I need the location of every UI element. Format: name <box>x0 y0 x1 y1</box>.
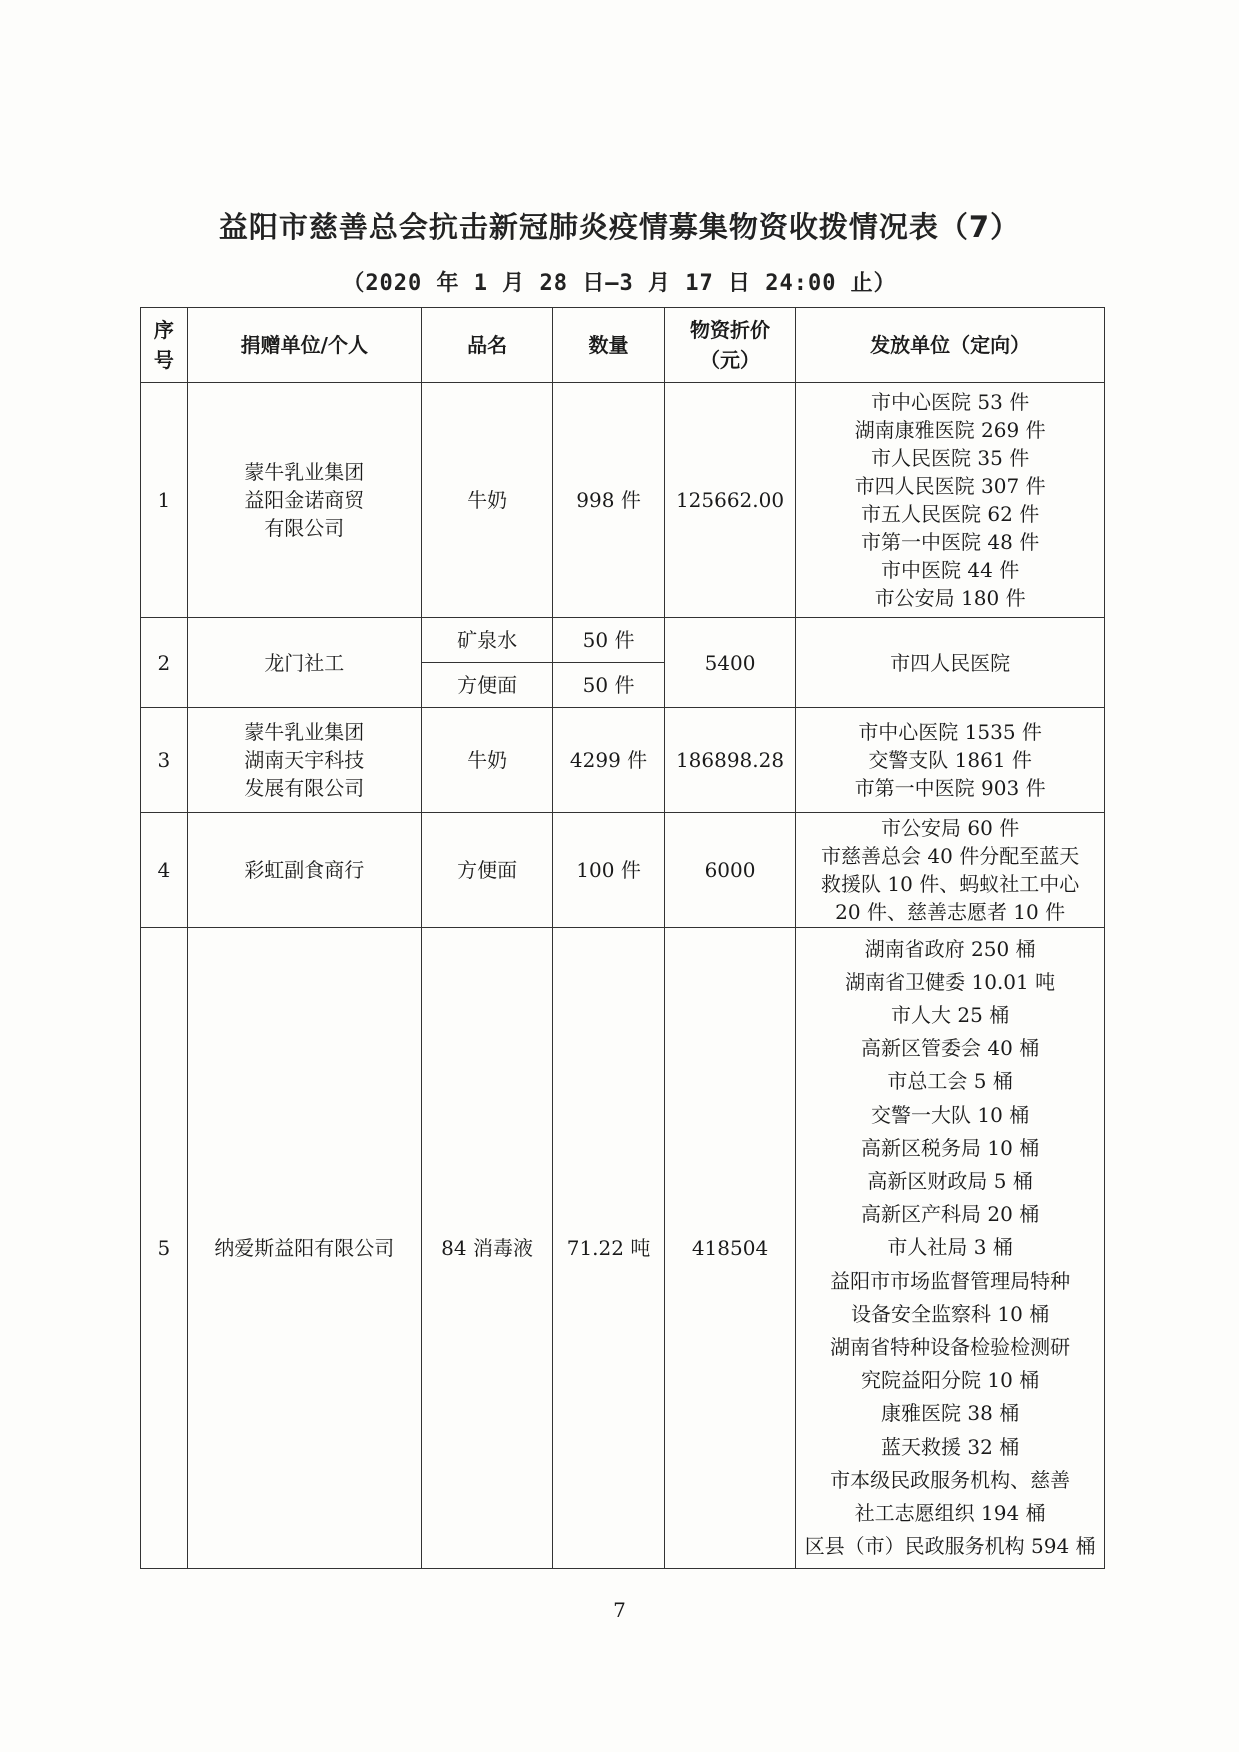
donation-table <box>140 307 1105 1569</box>
header-donor: 捐赠单位/个人 <box>187 308 421 383</box>
cell-item: 牛奶 <box>421 383 553 618</box>
header-seq: 序 号 <box>141 308 188 383</box>
cell-value: 418504 <box>664 928 796 1569</box>
cell-donor: 蒙牛乳业集团 湖南天宇科技 发展有限公司 <box>187 708 421 813</box>
cell-seq: 4 <box>141 813 188 928</box>
cell-dist: 市四人民医院 <box>796 618 1105 708</box>
cell-dist: 湖南省政府 250 桶 湖南省卫健委 10.01 吨 市人大 25 桶 高新区管委会 40 桶 市总工会 5 桶 交警一大队 10 桶 高新区税务局 10 桶 高新区财政局 5 桶 高新区产科局 20 桶 市人社局 3 桶 益阳市市场监督管理局特种 设备安全监察科 10 桶 湖南省特种设备检验检测研 究院益阳分院 10 桶 康雅医院 38 桶 蓝天救援 32 桶 市本级民政服务机构、慈善 社工志愿组织 194 桶 区县（市）民政服务机构 594 桶 <box>796 928 1105 1569</box>
table-row <box>141 928 1105 1569</box>
cell-item: 84 消毒液 <box>421 928 553 1569</box>
table-row <box>141 708 1105 813</box>
cell-donor: 纳爱斯益阳有限公司 <box>187 928 421 1569</box>
cell-seq: 1 <box>141 383 188 618</box>
cell-item: 方便面 <box>421 813 553 928</box>
table-row <box>141 813 1105 928</box>
cell-item: 牛奶 <box>421 708 553 813</box>
cell-qty: 50 件 <box>553 618 664 663</box>
cell-dist: 市中心医院 1535 件 交警支队 1861 件 市第一中医院 903 件 <box>796 708 1105 813</box>
header-dist: 发放单位（定向） <box>796 308 1105 383</box>
table-header-row <box>141 308 1105 383</box>
cell-qty: 4299 件 <box>553 708 664 813</box>
cell-dist: 市公安局 60 件 市慈善总会 40 件分配至蓝天 救援队 10 件、蚂蚁社工中心 20 件、慈善志愿者 10 件 <box>796 813 1105 928</box>
cell-item: 矿泉水 <box>421 618 553 663</box>
cell-dist: 市中心医院 53 件 湖南康雅医院 269 件 市人民医院 35 件 市四人民医院 307 件 市五人民医院 62 件 市第一中医院 48 件 市中医院 44 件 市公安局 180 件 <box>796 383 1105 618</box>
page-title: 益阳市慈善总会抗击新冠肺炎疫情募集物资收拨情况表（7） <box>218 210 1021 244</box>
cell-seq: 5 <box>141 928 188 1569</box>
cell-seq: 3 <box>141 708 188 813</box>
cell-value: 186898.28 <box>664 708 796 813</box>
table-row <box>141 618 1105 663</box>
cell-qty: 100 件 <box>553 813 664 928</box>
cell-item: 方便面 <box>421 663 553 708</box>
cell-value: 5400 <box>664 618 796 708</box>
cell-donor: 蒙牛乳业集团 益阳金诺商贸 有限公司 <box>187 383 421 618</box>
cell-value: 6000 <box>664 813 796 928</box>
cell-donor: 龙门社工 <box>187 618 421 708</box>
header-item: 品名 <box>421 308 553 383</box>
cell-qty: 998 件 <box>553 383 664 618</box>
header-value: 物资折价 （元） <box>664 308 796 383</box>
page-number: 7 <box>613 1598 626 1622</box>
cell-donor: 彩虹副食商行 <box>187 813 421 928</box>
table-row <box>141 383 1105 618</box>
cell-seq: 2 <box>141 618 188 708</box>
header-qty: 数量 <box>553 308 664 383</box>
cell-qty: 71.22 吨 <box>553 928 664 1569</box>
date-range-subtitle: （2020 年 1 月 28 日—3 月 17 日 24:00 止） <box>342 271 897 296</box>
cell-value: 125662.00 <box>664 383 796 618</box>
cell-qty: 50 件 <box>553 663 664 708</box>
